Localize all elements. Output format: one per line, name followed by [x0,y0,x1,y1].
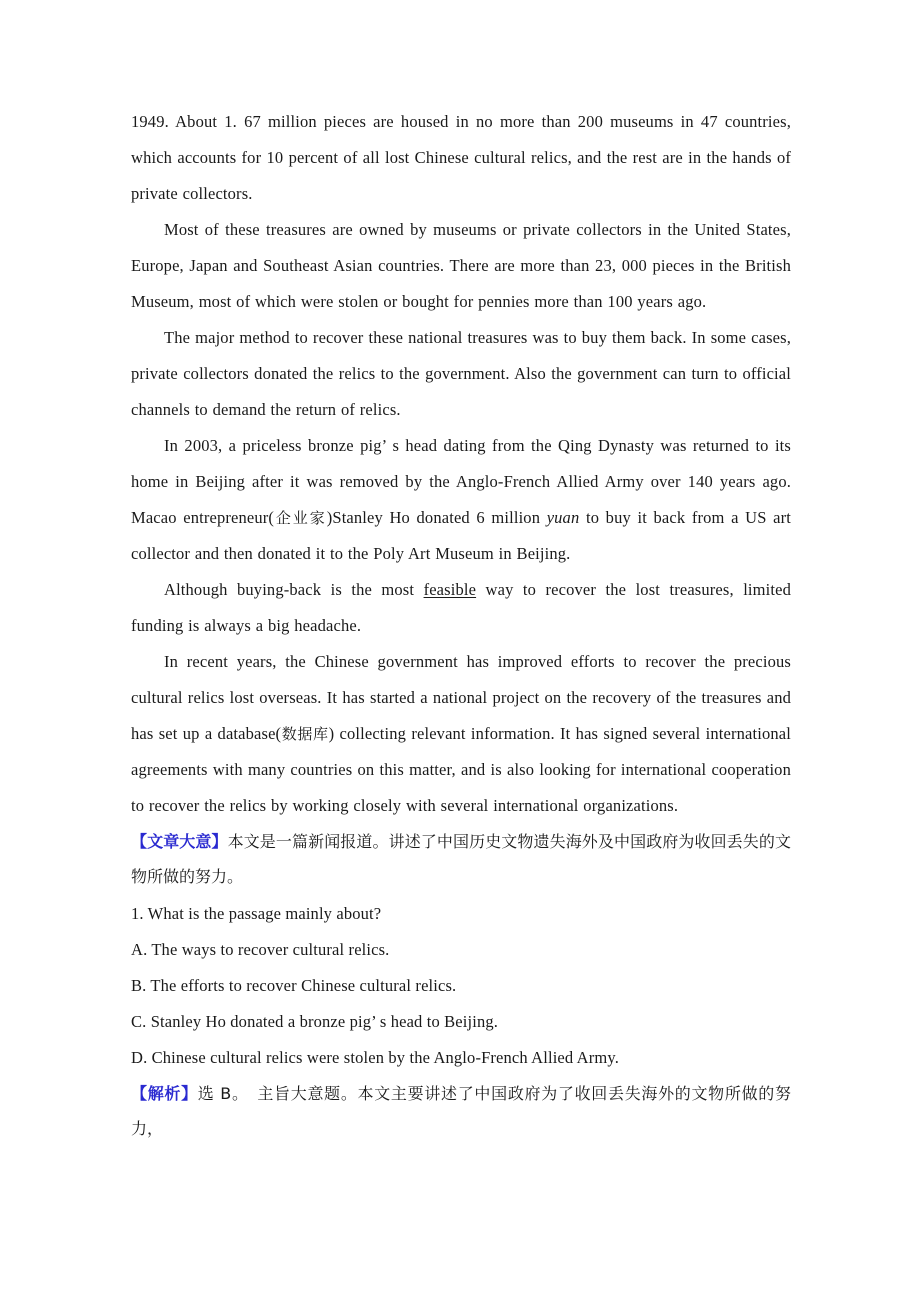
paragraph-5-text-after-underline: way to recover the lost treasures, limited funding is always a big headache. [131,580,791,635]
option-b[interactable]: B. The efforts to recover Chinese cultural relics. [131,976,457,995]
chinese-gloss-database: 数据库 [281,725,329,743]
page-content [131,104,791,1146]
option-d[interactable]: D. Chinese cultural relics were stolen by the Anglo-French Allied Army. [131,1048,619,1067]
option-a[interactable]: A. The ways to recover cultural relics. [131,940,390,959]
paragraph-4-text-before-gloss: In 2003, a priceless bronze pig’ s head dating from the Qing Dynasty was returned to its home in Beijing after it was removed by the Anglo-French Allied Army over 140 years ago. Macao entrepreneur( [131,436,791,527]
paragraph-6-text-after: ) collecting relevant information. It has signed several international agreements with many countries on this matter, and is also looking for international cooperation to recover the relics by working closely with several international organizations. [131,724,791,815]
chinese-gloss-entrepreneur: 企业家 [274,509,327,527]
passage-paragraph-1: 1949. About 1. 67 million pieces are housed in no more than 200 museums in 47 countries, which accounts for 10 percent of all lost Chinese cultural relics, and the rest are in the hands of private collectors. [131,112,791,203]
paragraph-5-text-before-underline: Although buying-back is the most [164,580,424,599]
italic-term-yuan: yuan [546,508,580,527]
explanation-note-text: 选 B。 主旨大意题。本文主要讲述了中国政府为了收回丢失海外的文物所做的努力， [131,1084,791,1138]
paragraph-4-text-between: )Stanley Ho donated 6 million [326,508,547,527]
passage-paragraph-3: The major method to recover these national treasures was to buy them back. In some cases, private collectors donated the relics to the government. Also the government can turn to official channels to demand the return of relics. [131,328,791,419]
underlined-word-feasible: feasible [423,580,477,599]
passage-paragraph-4 [131,428,791,572]
explanation-note-label: 【解析】 [131,1084,198,1103]
passage-paragraph-2: Most of these treasures are owned by museums or private collectors in the United States, Europe, Japan and Southeast Asian countries. There are more than 23, 000 pieces in the British Museum, most of which were stolen or bought for pennies more than 100 years ago. [131,220,791,311]
paragraph-6-text-before-gloss: In recent years, the Chinese government has improved efforts to recover the precious cultural relics lost overseas. It has started a national project on the recovery of the treasures and has set up a database( [131,652,791,743]
passage-paragraph-5 [131,572,791,644]
summary-note-text: 本文是一篇新闻报道。讲述了中国历史文物遗失海外及中国政府为收回丢失的文物所做的努力。 [131,832,791,886]
passage-paragraph-6 [131,644,791,824]
summary-note [131,824,791,894]
explanation-note [131,1076,791,1146]
option-c[interactable]: C. Stanley Ho donated a bronze pig’ s head to Beijing. [131,1012,499,1031]
summary-note-label: 【文章大意】 [131,832,228,851]
question-stem: 1. What is the passage mainly about? [131,904,382,923]
paragraph-4-text-after: to buy it back from a US art collector and then donated it to the Poly Art Museum in Beijing. [131,508,791,563]
